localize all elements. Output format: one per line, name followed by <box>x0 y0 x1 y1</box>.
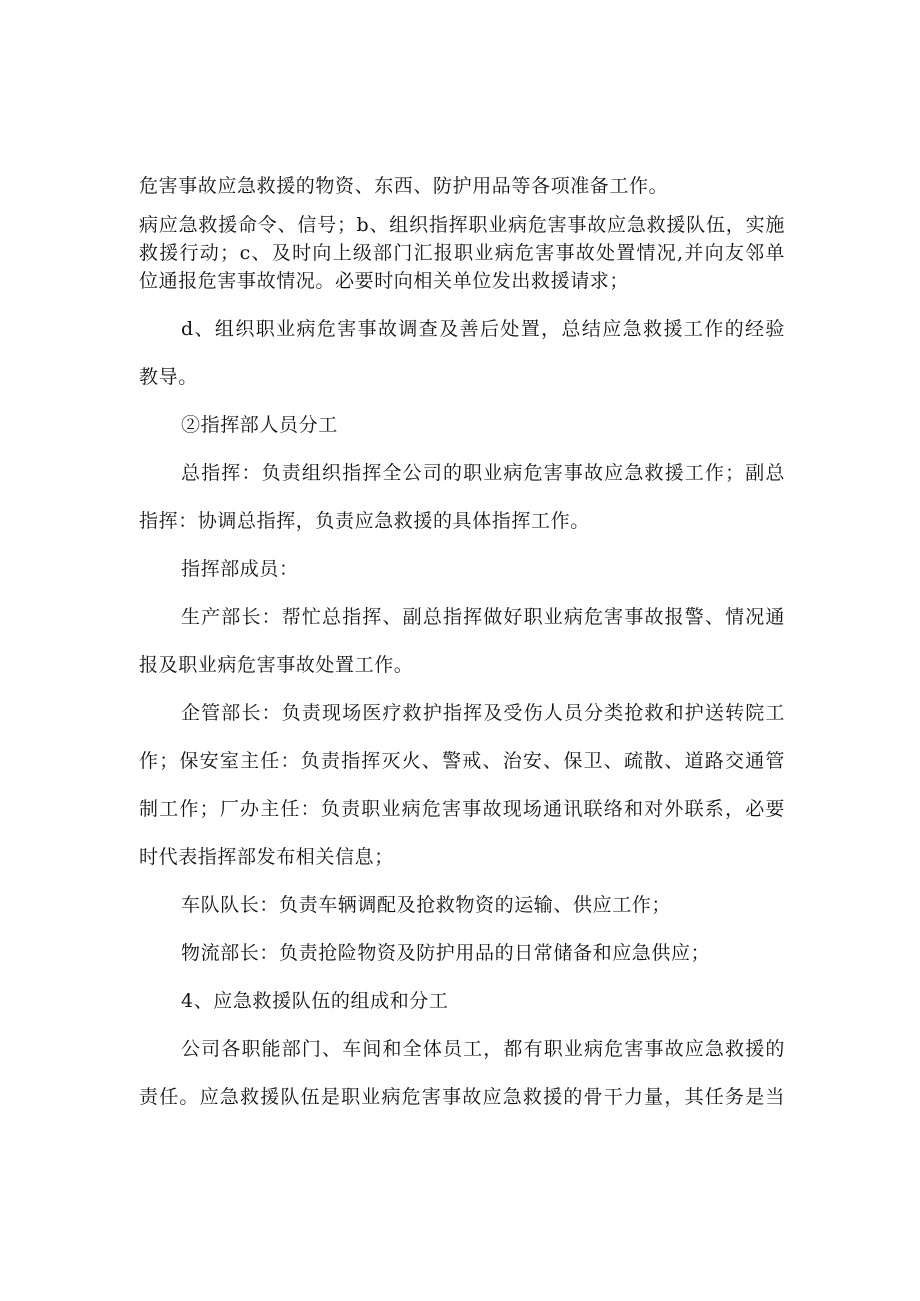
text-line-4: 位通报危害事故情况。必要时向相关单位发出救援请求； <box>139 270 630 292</box>
text-line-18: 物流部长：负责抢险物资及防护用品的日常储备和应急供应； <box>181 942 711 964</box>
text-line-21: 责任。应急救援队伍是职业病危害事故应急救援的骨干力量，其任务是当 <box>139 1086 785 1108</box>
text-line-14: 作；保安室主任：负责指挥灭火、警戒、治安、保卫、疏散、道路交通管 <box>139 750 785 772</box>
text-line-20: 公司各职能部门、车间和全体员工，都有职业病危害事故应急救援的 <box>181 1038 785 1060</box>
text-line-13: 企管部长：负责现场医疗救护指挥及受伤人员分类抢救和护送转院工 <box>181 702 785 724</box>
text-line-2: 病应急救援命令、信号；b、组织指挥职业病危害事故应急救援队伍，实施 <box>139 214 785 236</box>
text-line-16: 时代表指挥部发布相关信息； <box>139 846 394 868</box>
text-line-17: 车队队长：负责车辆调配及抢救物资的运输、供应工作； <box>181 894 672 916</box>
text-line-1: 危害事故应急救援的物资、东西、防护用品等各项准备工作。 <box>139 175 669 197</box>
text-line-11: 生产部长：帮忙总指挥、副总指挥做好职业病危害事故报警、情况通 <box>181 606 785 628</box>
text-line-15: 制工作；厂办主任：负责职业病危害事故现场通讯联络和对外联系，必要 <box>139 798 785 820</box>
text-line-8: 总指挥：负责组织指挥全公司的职业病危害事故应急救援工作；副总 <box>181 462 785 484</box>
text-line-12: 报及职业病危害事故处置工作。 <box>139 654 414 676</box>
section-heading-2: ②指挥部人员分工 <box>181 414 338 436</box>
text-line-10: 指挥部成员： <box>181 558 299 580</box>
section-heading-4: 4、应急救援队伍的组成和分工 <box>181 990 449 1012</box>
text-line-6: 教导。 <box>139 366 198 388</box>
text-line-9: 指挥：协调总指挥，负责应急救援的具体指挥工作。 <box>139 510 590 532</box>
text-line-3: 救援行动；c、及时向上级部门汇报职业病危害事故处置情况,并向友邻单 <box>139 242 785 264</box>
text-line-5: d、组织职业病危害事故调查及善后处置，总结应急救援工作的经验 <box>181 318 785 340</box>
